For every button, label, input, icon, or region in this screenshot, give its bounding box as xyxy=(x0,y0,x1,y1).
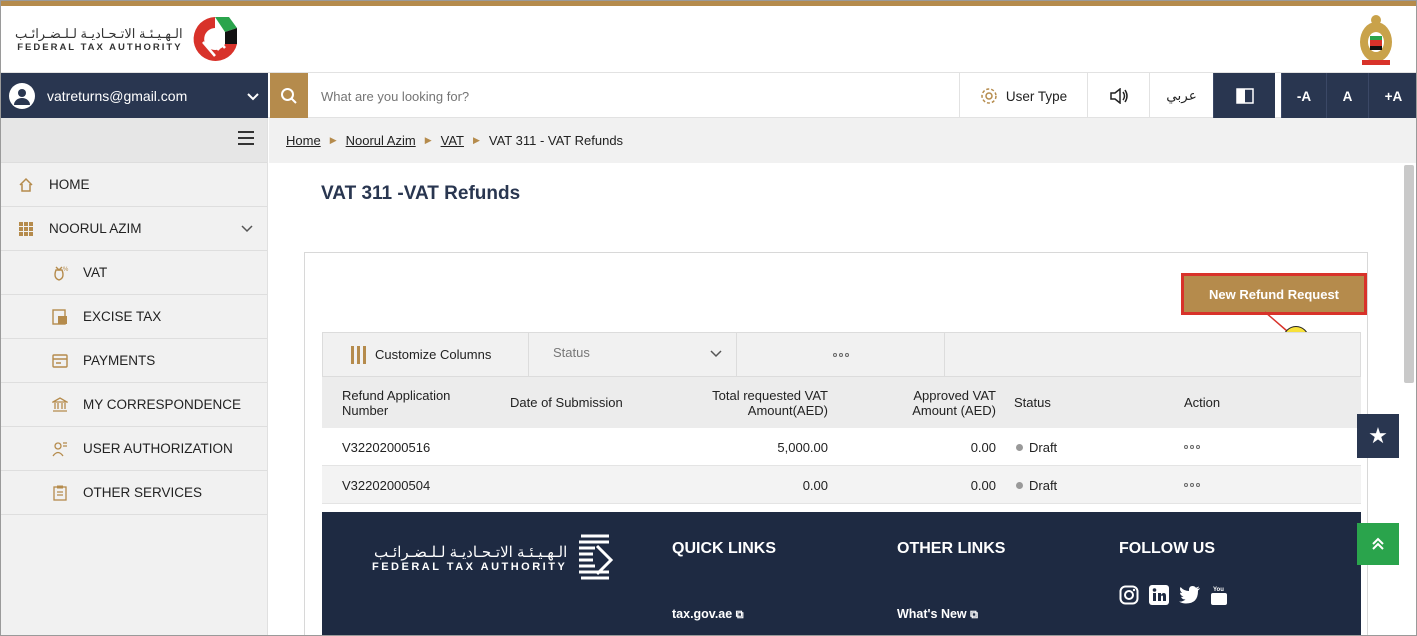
user-type-button[interactable] xyxy=(959,73,1087,119)
sidebar-item-label: EXCISE TAX xyxy=(83,309,162,324)
cell-application-number[interactable]: V32202000504 xyxy=(342,477,431,493)
user-type-label: User Type xyxy=(1005,88,1068,104)
footer-follow-us-heading: FOLLOW US xyxy=(1119,540,1215,557)
footer-quick-links-heading: QUICK LINKS xyxy=(672,540,776,557)
top-navigation xyxy=(1,72,1417,118)
status-filter-placeholder: Status xyxy=(553,345,590,360)
footer-link-whats-new[interactable]: What's New ⧉ xyxy=(897,607,978,621)
new-refund-request-button[interactable]: New Refund Request xyxy=(1181,273,1367,315)
contrast-icon xyxy=(1236,88,1254,104)
search-icon xyxy=(280,87,298,105)
cell-approved: 0.00 xyxy=(970,439,996,455)
status-text: Draft xyxy=(1029,439,1058,455)
triangle-right-icon: ▶ xyxy=(424,135,432,145)
text-to-speech-button[interactable] xyxy=(1087,73,1149,119)
user-menu[interactable] xyxy=(1,73,268,119)
bank-icon xyxy=(51,396,69,414)
user-auth-icon xyxy=(51,440,69,458)
home-icon xyxy=(17,176,35,194)
search-input[interactable] xyxy=(321,73,941,119)
footer-logo-english: FEDERAL TAX AUTHORITY xyxy=(372,561,568,573)
font-decrease-button[interactable]: -A xyxy=(1281,73,1326,119)
status-dot-icon xyxy=(1016,444,1023,451)
svg-text:%: % xyxy=(63,266,69,273)
instagram-icon[interactable] xyxy=(1119,585,1139,605)
sidebar-item-user-authorization[interactable] xyxy=(1,427,267,471)
excise-icon xyxy=(51,308,69,326)
columns-icon xyxy=(351,346,366,364)
youtube-icon[interactable] xyxy=(1211,585,1227,605)
column-header-date[interactable]: Date of Submission xyxy=(510,395,623,410)
fta-emblem-icon xyxy=(575,530,615,586)
ellipsis-icon xyxy=(833,353,849,357)
footer-logo-arabic: الـهـيـئـة الاتـحـاديـة لـلـضـرائـب xyxy=(373,544,568,561)
star-icon: ★ xyxy=(1368,423,1388,448)
ellipsis-icon xyxy=(1184,483,1200,487)
table-toolbar xyxy=(322,332,1361,377)
sidebar xyxy=(1,118,268,636)
grid-icon xyxy=(17,220,35,238)
status-filter-select[interactable] xyxy=(529,333,737,376)
chevron-down-icon[interactable] xyxy=(238,88,268,104)
sidebar-item-home[interactable] xyxy=(1,163,267,207)
sidebar-item-label: MY CORRESPONDENCE xyxy=(83,397,242,412)
more-options-button[interactable] xyxy=(737,333,945,376)
sidebar-item-label: OTHER SERVICES xyxy=(83,485,203,500)
user-email: vatreturns@gmail.com xyxy=(47,88,188,104)
main-content xyxy=(269,163,1400,636)
cell-total-requested: 5,000.00 xyxy=(777,439,828,455)
triangle-right-icon: ▶ xyxy=(472,135,480,145)
hamburger-menu-icon[interactable] xyxy=(238,131,254,145)
sidebar-item-other-services[interactable] xyxy=(1,471,267,515)
logo-arabic-text: الـهـيـئـة الاتـحـاديـة لـلـضـرائـب xyxy=(15,25,183,41)
linkedin-icon[interactable] xyxy=(1149,585,1169,605)
cell-status xyxy=(1016,466,1057,504)
arabic-language-button[interactable] xyxy=(1149,73,1213,119)
search-button[interactable] xyxy=(270,73,308,119)
font-normal-button[interactable]: A xyxy=(1326,73,1368,119)
favorite-star-button[interactable] xyxy=(1357,414,1399,458)
sidebar-item-my-correspondence[interactable] xyxy=(1,383,267,427)
column-header-action: Action xyxy=(1184,395,1221,410)
uae-emblem-icon xyxy=(1356,12,1396,68)
breadcrumb xyxy=(269,118,1417,163)
double-chevron-up-icon xyxy=(1370,536,1386,552)
logo-english-text: FEDERAL TAX AUTHORITY xyxy=(17,41,183,53)
sidebar-item-excise-tax[interactable] xyxy=(1,295,267,339)
speaker-icon xyxy=(1109,88,1129,104)
svg-text:You: You xyxy=(1213,587,1224,593)
social-links xyxy=(1119,585,1227,605)
footer-other-links-heading: OTHER LINKS xyxy=(897,540,1006,557)
scrollbar-thumb[interactable] xyxy=(1404,165,1414,383)
user-avatar-icon xyxy=(9,83,35,109)
sidebar-item-label: USER AUTHORIZATION xyxy=(83,441,233,456)
chevron-down-icon[interactable] xyxy=(241,221,253,236)
sidebar-item-label: HOME xyxy=(49,177,90,192)
breadcrumb-current: VAT 311 - VAT Refunds xyxy=(488,133,624,148)
sidebar-item-payments[interactable] xyxy=(1,339,267,383)
footer-link-tax-gov[interactable]: tax.gov.ae ⧉ xyxy=(672,607,744,621)
table-row[interactable] xyxy=(322,466,1361,504)
cell-approved: 0.00 xyxy=(970,477,996,493)
table-header xyxy=(322,377,1361,428)
header xyxy=(1,6,1417,72)
external-link-icon: ⧉ xyxy=(735,609,744,621)
cell-status xyxy=(1016,428,1057,466)
ellipsis-icon xyxy=(1184,445,1200,449)
breadcrumb-home[interactable]: Home xyxy=(286,133,321,148)
row-action-button[interactable] xyxy=(1184,466,1200,504)
sidebar-item-label: VAT xyxy=(83,265,108,280)
chevron-down-icon xyxy=(710,346,722,361)
cell-application-number[interactable]: V32202000516 xyxy=(342,439,431,455)
money-bag-icon xyxy=(51,264,69,282)
fta-emblem-icon xyxy=(189,14,241,64)
customize-columns-button[interactable] xyxy=(323,333,529,376)
sidebar-item-label: NOORUL AZIM xyxy=(49,221,142,236)
vertical-scrollbar[interactable] xyxy=(1400,163,1417,636)
refunds-panel xyxy=(304,252,1368,636)
column-header-application-number[interactable]: Refund Application Number xyxy=(342,387,451,418)
breadcrumb-noorul-azim[interactable]: Noorul Azim xyxy=(345,133,416,148)
sidebar-item-vat[interactable] xyxy=(1,251,267,295)
clipboard-icon xyxy=(51,484,69,502)
status-dot-icon xyxy=(1016,482,1023,489)
cell-total-requested: 0.00 xyxy=(802,477,828,493)
sidebar-item-label: PAYMENTS xyxy=(83,353,156,368)
fta-logo[interactable] xyxy=(15,14,241,64)
triangle-right-icon: ▶ xyxy=(329,135,337,145)
font-increase-button[interactable]: +A xyxy=(1368,73,1417,119)
footer xyxy=(322,512,1361,636)
column-header-total-requested[interactable]: Total requested VAT Amount(AED) xyxy=(712,387,828,418)
footer-logo[interactable] xyxy=(372,530,615,586)
card-icon xyxy=(51,352,69,370)
status-text: Draft xyxy=(1029,477,1058,493)
column-header-status[interactable]: Status xyxy=(1014,395,1051,410)
column-header-approved[interactable]: Approved VAT Amount (AED) xyxy=(912,387,996,418)
table-row[interactable] xyxy=(322,428,1361,466)
page-title: VAT 311 -VAT Refunds xyxy=(321,183,521,204)
scroll-to-top-button[interactable] xyxy=(1357,523,1399,565)
row-action-button[interactable] xyxy=(1184,428,1200,466)
gear-icon xyxy=(980,87,998,105)
twitter-icon[interactable] xyxy=(1179,586,1201,604)
arabic-label: عربي xyxy=(1166,88,1197,103)
customize-columns-label: Customize Columns xyxy=(375,347,492,362)
breadcrumb-vat[interactable]: VAT xyxy=(440,133,464,148)
external-link-icon: ⧉ xyxy=(970,609,978,621)
sidebar-item-noorul-azim[interactable] xyxy=(1,207,267,251)
contrast-toggle-button[interactable] xyxy=(1213,73,1275,119)
